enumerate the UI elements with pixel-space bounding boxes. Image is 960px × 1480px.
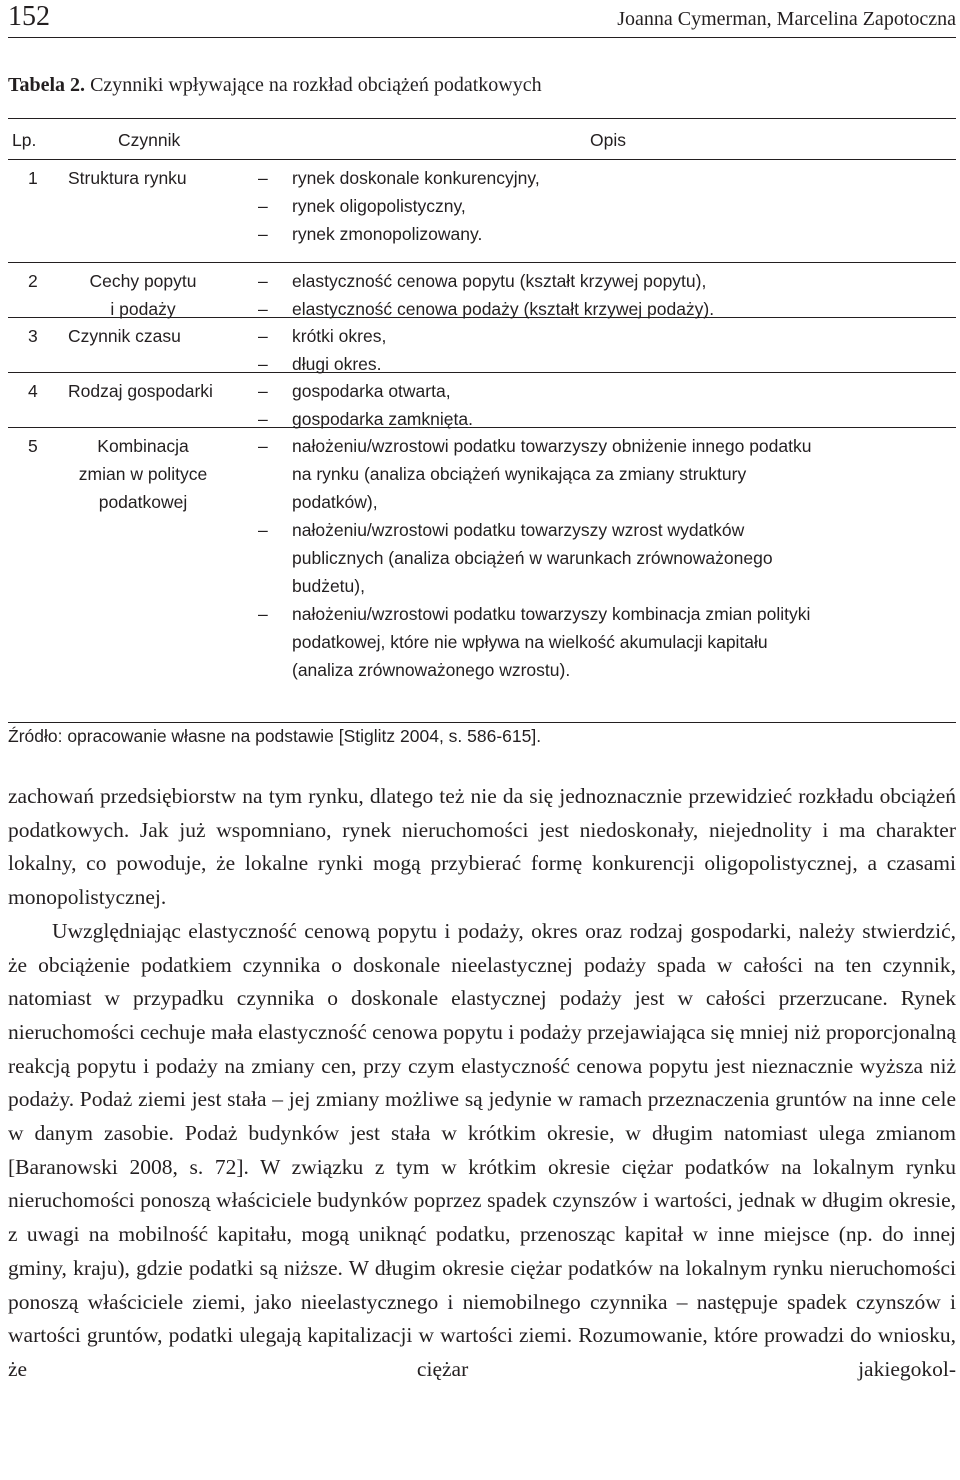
body-paragraph: zachowań przedsiębiorstw na tym rynku, dlatego też nie da się jednoznacznie przewidzieć rozkładu obciążeń podatkowych. Jak już wspomniano, rynek nieruchomości jest niedoskonały, niejednolity i ma charakter lokalny, co powoduje, że lokalne rynki mogą przybierać formę konkurencji oligopolistycznej, a czasami monopolistycznej. bbox=[8, 784, 956, 910]
table-source: Źródło: opracowanie własne na podstawie [Stiglitz 2004, s. 586-615]. bbox=[8, 726, 542, 746]
description-item bbox=[258, 220, 948, 248]
description-line: rynek doskonale konkurencyjny, bbox=[292, 168, 540, 188]
dash-bullet: – bbox=[258, 326, 268, 346]
dash-bullet: – bbox=[258, 520, 268, 540]
row-number: 4 bbox=[28, 381, 38, 401]
description-item bbox=[258, 267, 948, 295]
table-caption-text: Czynniki wpływające na rozkład obciążeń podatkowych bbox=[85, 74, 542, 96]
table-row bbox=[8, 428, 956, 723]
description-line: długi okres. bbox=[292, 354, 382, 374]
description-line: gospodarka zamknięta. bbox=[292, 409, 473, 429]
dash-bullet: – bbox=[258, 196, 268, 216]
factor-line: podatkowej bbox=[98, 492, 188, 512]
description-line: elastyczność cenowa popytu (kształt krzywej popytu), bbox=[292, 271, 707, 291]
description-line: nałożeniu/wzrostowi podatku towarzyszy wzrost wydatków bbox=[292, 520, 745, 540]
description-line: rynek zmonopolizowany. bbox=[292, 224, 483, 244]
factor-line: Cechy popytu bbox=[89, 271, 197, 291]
description-list bbox=[258, 377, 948, 433]
row-number: 5 bbox=[28, 436, 38, 456]
column-header-description: Opis bbox=[590, 130, 626, 150]
factor-line: Kombinacja bbox=[97, 436, 189, 456]
description-list bbox=[258, 164, 948, 248]
description-list bbox=[258, 267, 948, 323]
description-line: publicznych (analiza obciążeń w warunkach zrównoważonego bbox=[292, 548, 773, 568]
description-item bbox=[258, 164, 948, 192]
body-text bbox=[8, 780, 956, 1387]
factors-table bbox=[8, 118, 956, 723]
description-line: podatków), bbox=[292, 492, 378, 512]
description-list bbox=[258, 432, 948, 684]
row-number: 2 bbox=[28, 271, 38, 291]
description-line: podatkowej, które nie wpływa na wielkość akumulacji kapitału bbox=[292, 632, 768, 652]
table-header-row bbox=[8, 119, 956, 160]
dash-bullet: – bbox=[258, 354, 268, 374]
factor-cell bbox=[68, 377, 213, 405]
description-item bbox=[258, 432, 948, 516]
dash-bullet: – bbox=[258, 224, 268, 244]
factor-line: Struktura rynku bbox=[68, 168, 187, 188]
description-item bbox=[258, 600, 948, 684]
description-line: (analiza zrównoważonego wzrostu). bbox=[292, 660, 571, 680]
body-paragraph: Uwzględniając elastyczność cenową popytu i podaży, okres oraz rodzaj gospodarki, należy stwierdzić, że obciążenie podatkiem czynnika o doskonale nieelastycznej podaży spada w całości na ten czynnik, natomiast w przypadku czynnika o doskonale elastycznej podaży jest w całości przerzucane. Rynek nieruchomości cechuje mała elastyczność cenowa popytu i podaży przejawiająca się mniej niż proporcjonalną reakcją popytu i podaży na zmiany cen, przy czym elastyczność cenowa popytu jest nieznacznie wyższa niż podaży. Podaż ziemi jest stała – jej zmiany możliwe są jedynie w ramach przeznaczenia gruntów na inne cele w danym zasobie. Podaż budynków jest stała w krótkim okresie, w długim natomiast ulega zmianom [Baranowski 2008, s. 72]. W związku z tym w krótkim okresie ciężar podatków na lokalnym rynku nieruchomości ponoszą właściciele budynków poprzez spadek czynszów i wartości, jednak w długim okresie, z uwagi na mobilność kapitału, mogą uniknąć podatku, przenosząc kapitał w inne miejsce (np. do innej gminy, kraju), gdzie podatki są niższe. W długim okresie ciężar podatków na lokalnym rynku nieruchomości ponoszą właściciele ziemi, jako nieelastycznego i niemobilnego czynnika – następuje spadek czynszów i wartości gruntów, podatki ulegają kapitalizacji w wartości ziemi. Rozumowanie, które prowadzi do wniosku, że ciężar jakiegokol- bbox=[8, 918, 956, 1381]
factor-line: zmian w polityce bbox=[78, 464, 208, 484]
table-caption-label: Tabela 2. bbox=[8, 74, 86, 96]
factor-cell bbox=[68, 322, 181, 350]
table-row bbox=[8, 160, 956, 263]
description-line: krótki okres, bbox=[292, 326, 387, 346]
column-header-lp: Lp. bbox=[12, 130, 37, 150]
row-number: 3 bbox=[28, 326, 38, 346]
factor-line: Czynnik czasu bbox=[68, 326, 181, 346]
table-row bbox=[8, 263, 956, 318]
dash-bullet: – bbox=[258, 168, 268, 188]
description-item bbox=[258, 322, 948, 350]
factor-cell bbox=[68, 164, 187, 192]
description-line: budżetu), bbox=[292, 576, 365, 596]
factor-cell bbox=[68, 267, 218, 323]
factor-cell bbox=[68, 432, 218, 516]
description-line: na rynku (analiza obciążeń wynikająca za zmiany struktury bbox=[292, 464, 747, 484]
dash-bullet: – bbox=[258, 604, 268, 624]
column-header-factor: Czynnik bbox=[118, 130, 181, 150]
description-line: nałożeniu/wzrostowi podatku towarzyszy obniżenie innego podatku bbox=[292, 436, 812, 456]
description-line: rynek oligopolistyczny, bbox=[292, 196, 466, 216]
dash-bullet: – bbox=[258, 299, 268, 319]
table-caption bbox=[8, 72, 542, 98]
description-line: gospodarka otwarta, bbox=[292, 381, 451, 401]
factor-line: Rodzaj gospodarki bbox=[68, 381, 213, 401]
table-row bbox=[8, 318, 956, 373]
factor-line: i podaży bbox=[110, 299, 176, 319]
description-line: elastyczność cenowa podaży (kształt krzywej podaży). bbox=[292, 299, 715, 319]
dash-bullet: – bbox=[258, 409, 268, 429]
page-number: 152 bbox=[8, 1, 50, 32]
table-row bbox=[8, 373, 956, 428]
table-body bbox=[8, 160, 956, 723]
description-item bbox=[258, 516, 948, 600]
page-header bbox=[8, 0, 956, 38]
dash-bullet: – bbox=[258, 381, 268, 401]
running-head: Joanna Cymerman, Marcelina Zapotoczna bbox=[617, 8, 956, 30]
dash-bullet: – bbox=[258, 436, 268, 456]
header-rule bbox=[8, 37, 956, 38]
dash-bullet: – bbox=[258, 271, 268, 291]
description-list bbox=[258, 322, 948, 378]
row-number: 1 bbox=[28, 168, 38, 188]
description-line: nałożeniu/wzrostowi podatku towarzyszy kombinacja zmian polityki bbox=[292, 604, 811, 624]
description-item bbox=[258, 192, 948, 220]
description-item bbox=[258, 377, 948, 405]
